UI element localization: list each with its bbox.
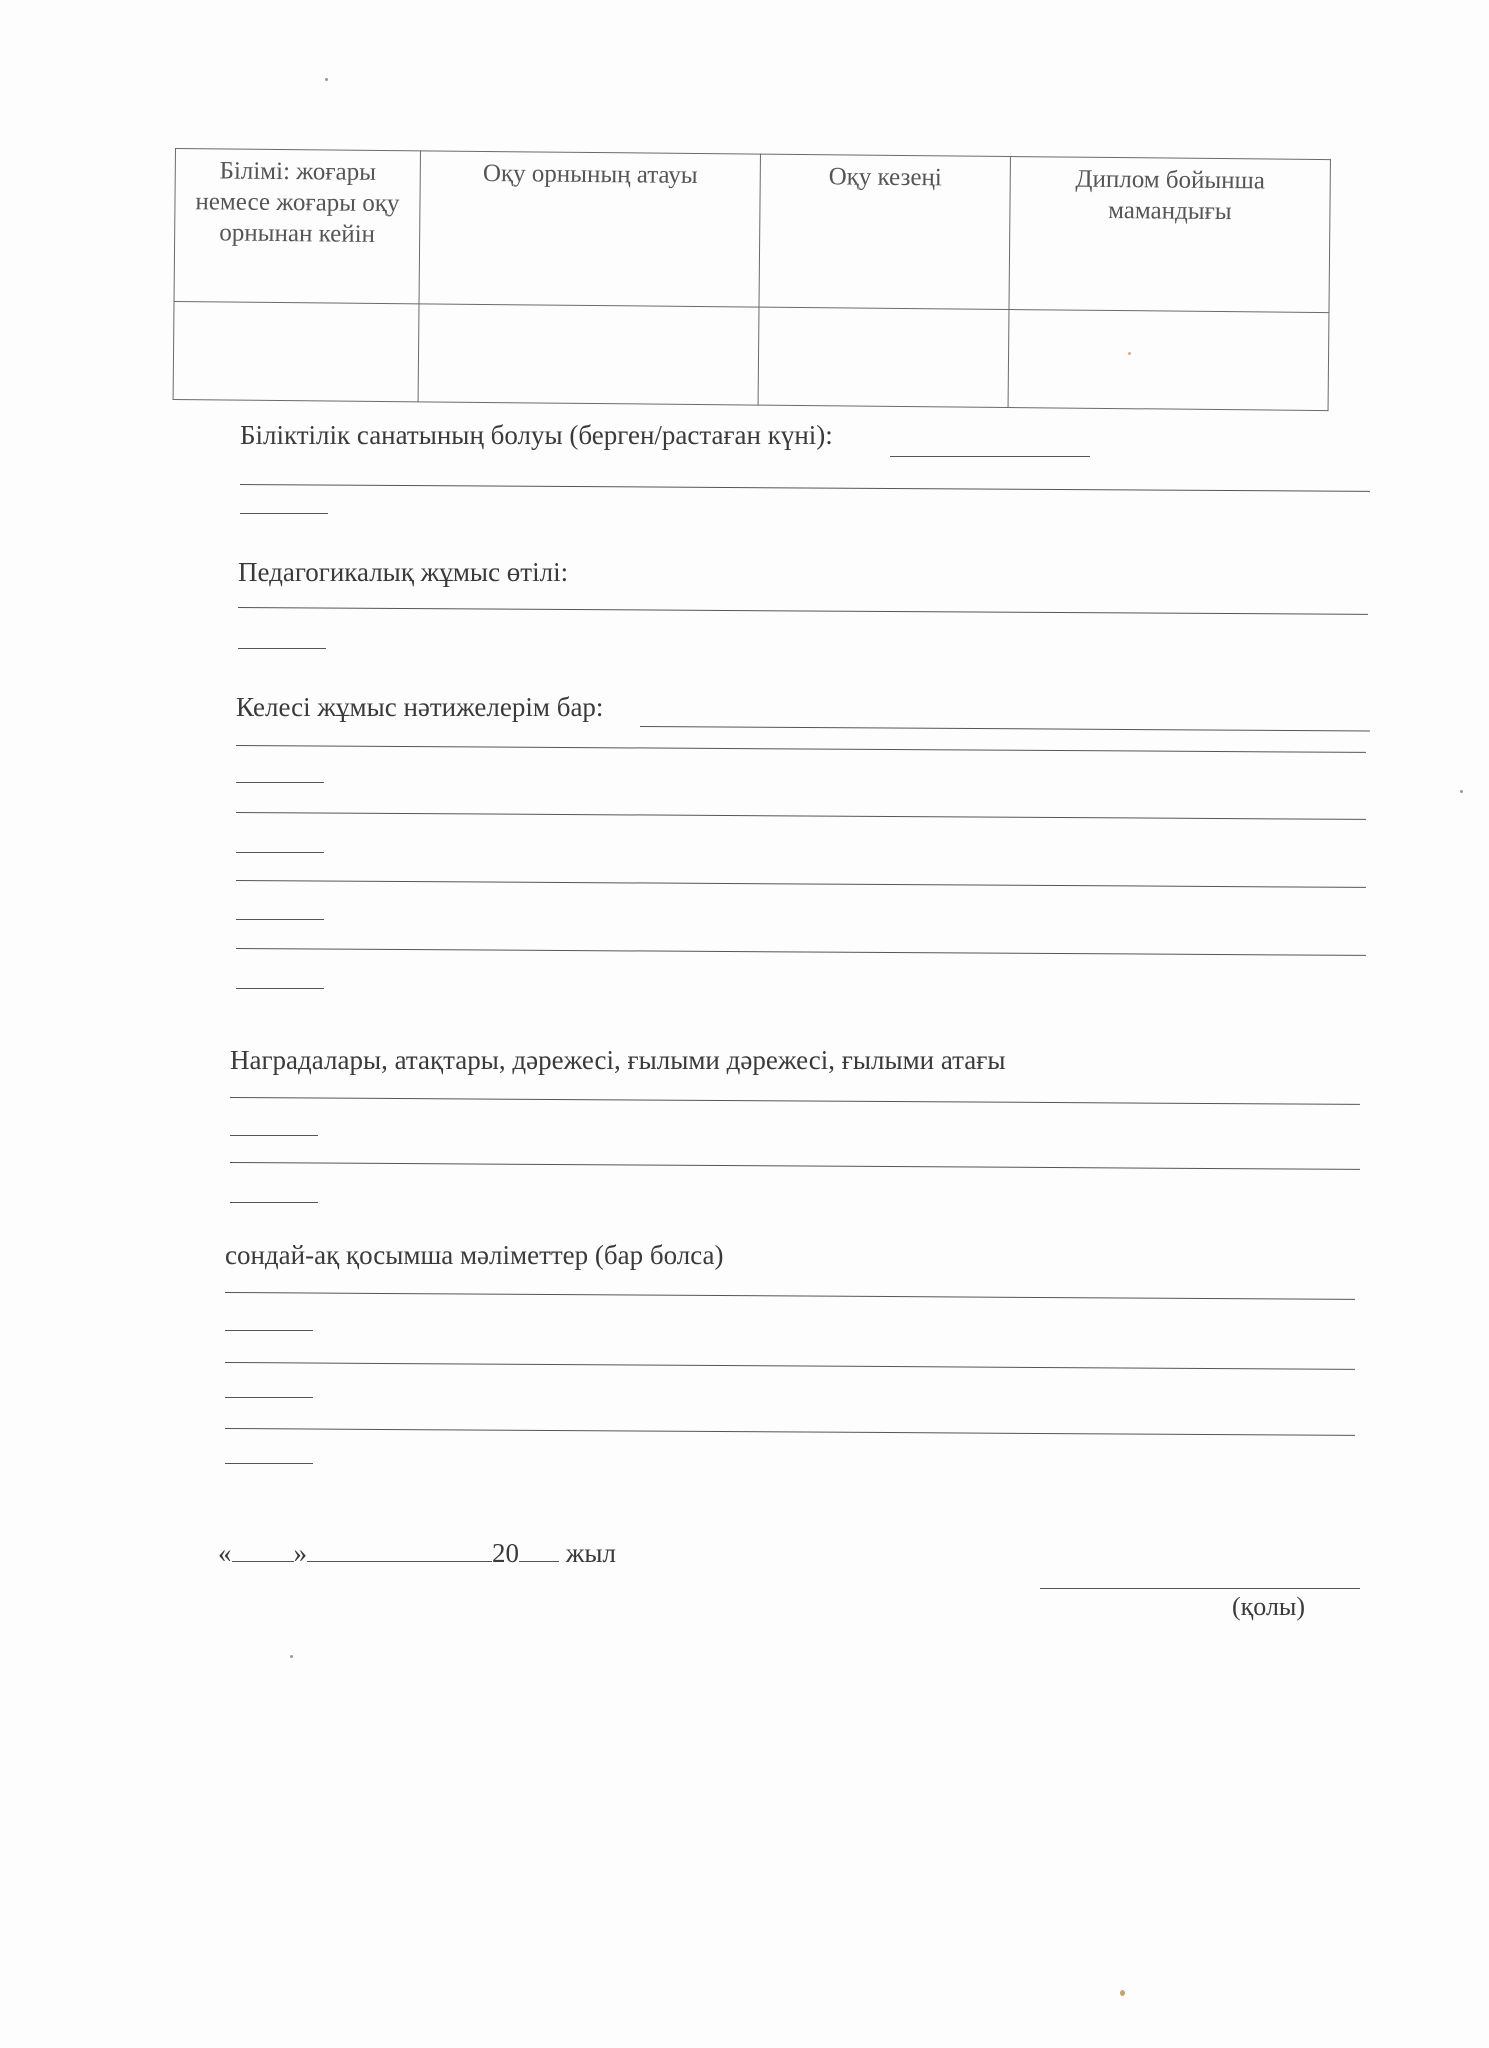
cell-institution-name[interactable]: [418, 304, 759, 405]
additional-line-3[interactable]: [225, 1362, 1355, 1370]
additional-label: сондай-ақ қосымша мәліметтер (бар болса): [225, 1240, 724, 1270]
section-results: [236, 692, 1386, 992]
scan-speck: [1120, 1990, 1125, 1996]
results-line-2[interactable]: [236, 782, 324, 783]
awards-line-3[interactable]: [230, 1162, 1360, 1170]
date-close-quote: »: [293, 1538, 307, 1568]
experience-line-2[interactable]: [238, 648, 326, 649]
experience-line-1[interactable]: [238, 607, 1368, 615]
awards-label: Наградалары, атақтары, дәрежесі, ғылыми дәрежесі, ғылыми атағы: [230, 1045, 1006, 1075]
signature-line[interactable]: [1040, 1588, 1360, 1589]
results-line-5[interactable]: [236, 880, 1366, 888]
year-blank[interactable]: [519, 1535, 559, 1562]
awards-line-2[interactable]: [230, 1135, 318, 1136]
awards-line-4[interactable]: [230, 1202, 318, 1203]
section-qualification: [240, 420, 1380, 520]
year-prefix: 20: [492, 1538, 519, 1568]
additional-line-1[interactable]: [225, 1292, 1355, 1300]
day-blank[interactable]: [232, 1535, 294, 1562]
year-suffix: жыл: [565, 1538, 617, 1568]
month-blank[interactable]: [307, 1535, 492, 1562]
results-line-4[interactable]: [236, 852, 324, 853]
additional-line-5[interactable]: [225, 1428, 1355, 1436]
awards-line-1[interactable]: [230, 1097, 1360, 1105]
results-line-3[interactable]: [236, 812, 1366, 820]
table-row: [173, 301, 1329, 410]
scan-speck: [1128, 352, 1131, 355]
results-line-1[interactable]: [236, 745, 1366, 753]
additional-line-6[interactable]: [225, 1463, 313, 1464]
additional-line-2[interactable]: [225, 1330, 313, 1331]
header-education-level: Білімі: жоғары немесе жоғары оқу орнынан кейін: [174, 149, 420, 304]
scan-speck: [1460, 790, 1463, 793]
additional-line-4[interactable]: [225, 1397, 313, 1398]
qualification-line-2[interactable]: [240, 513, 328, 514]
cell-study-period[interactable]: [758, 307, 1009, 407]
header-institution-name: Оқу орнының атауы: [419, 151, 760, 307]
results-line-7[interactable]: [236, 948, 1366, 956]
qualification-date-line[interactable]: [890, 456, 1090, 457]
table-header-row: [174, 149, 1330, 313]
qualification-label: Біліктілік санатының болуы (берген/растаған күні):: [240, 420, 833, 450]
section-experience: [238, 557, 1378, 647]
results-line-6[interactable]: [236, 919, 324, 920]
signature-label: (қолы): [1232, 1592, 1306, 1621]
section-additional: [225, 1240, 1375, 1470]
experience-label: Педагогикалық жұмыс өтілі:: [238, 557, 569, 587]
results-line-8[interactable]: [236, 988, 324, 989]
results-label: Келесі жұмыс нәтижелерім бар:: [236, 692, 604, 722]
header-study-period: Оқу кезеңі: [759, 154, 1010, 309]
results-line-0[interactable]: [640, 726, 1370, 731]
section-awards: [230, 1045, 1380, 1195]
date-open-quote: «: [218, 1538, 232, 1568]
qualification-line-1[interactable]: [240, 484, 1370, 492]
date-line: [218, 1535, 616, 1569]
education-table: [173, 148, 1331, 411]
scan-speck: [290, 1655, 293, 1658]
cell-diploma-specialty[interactable]: [1008, 310, 1329, 411]
header-diploma-specialty: Диплом бойынша мамандығы: [1009, 157, 1330, 313]
scan-speck: [325, 78, 328, 81]
cell-education-level[interactable]: [173, 301, 419, 401]
